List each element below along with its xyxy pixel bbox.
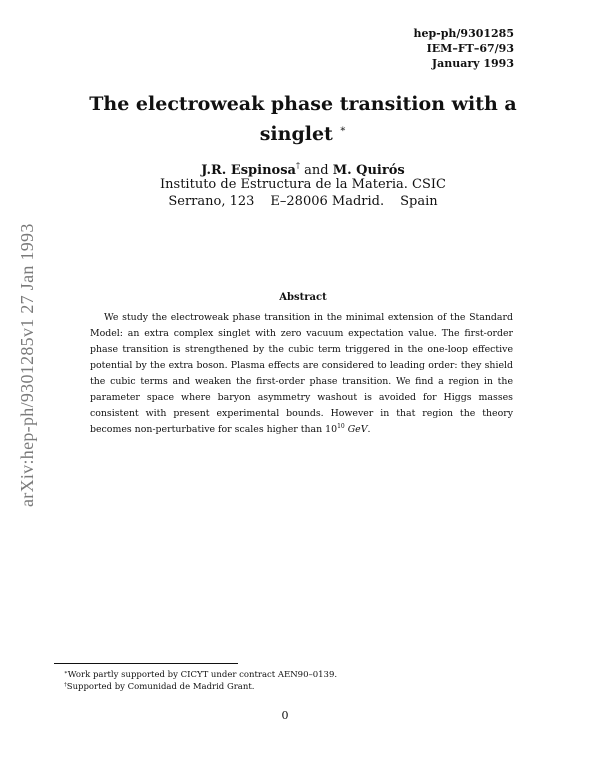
author-footnote-marker: †	[295, 161, 300, 170]
title-footnote-marker: ∗	[339, 124, 347, 135]
footnote-text: Work partly supported by CICYT under contract AEN90–0139.	[67, 670, 338, 680]
affiliation-address	[70, 193, 536, 210]
arxiv-identifier: hep-ph/9301285	[413, 27, 514, 40]
footnotes	[64, 669, 337, 693]
footnote-grant	[64, 681, 337, 693]
abstract-body: We study the electroweak phase transition in the minimal extension of the Standard Model: an extra complex singlet with zero vacuum expectation value. The first-order phase transition is strengthened by the cubic term triggered in the one-loop effective potential by the extra boson. Plasma effects are considered to leading order: they shield the cubic terms and weaken the first-order phase transition. We find a region in the parameter space where baryon asymmetry washout is avoided for Higgs masses consistent with present experimental bounds. However in that region the theory becomes non-perturbative for scales higher than 10	[90, 312, 513, 435]
affiliation-country: Spain	[400, 194, 438, 209]
abstract-text	[90, 310, 513, 438]
paper-title	[70, 92, 536, 147]
preprint-date: January 1993	[431, 57, 514, 70]
footnote-marker: †	[64, 682, 67, 688]
abstract-exponent: 10	[337, 423, 345, 430]
footnote-funding	[64, 669, 337, 681]
affiliation-institute: Instituto de Estructura de la Materia. CSIC	[160, 177, 446, 192]
preprint-info	[413, 26, 514, 71]
affiliation-street: Serrano, 123	[168, 194, 255, 209]
abstract-unit: GeV	[347, 424, 368, 435]
page-number: 0	[281, 709, 289, 722]
footnote-marker: ∗	[64, 670, 68, 676]
affiliation-city: E–28006 Madrid.	[270, 194, 385, 209]
footnote-divider	[54, 663, 238, 664]
abstract-heading: Abstract	[279, 292, 327, 303]
paper-title-text: The electroweak phase transition with a singlet	[89, 93, 517, 145]
footnote-text: Supported by Comunidad de Madrid Grant.	[66, 682, 255, 692]
author-conjunction: and	[304, 163, 329, 178]
author-quiros: M. Quirós	[332, 163, 405, 178]
report-number: IEM–FT–67/93	[426, 42, 514, 55]
author-espinosa: J.R. Espinosa	[201, 163, 296, 178]
abstract-end: .	[367, 424, 371, 435]
arxiv-margin-stamp: arXiv:hep-ph/9301285v1 27 Jan 1993	[17, 223, 37, 507]
